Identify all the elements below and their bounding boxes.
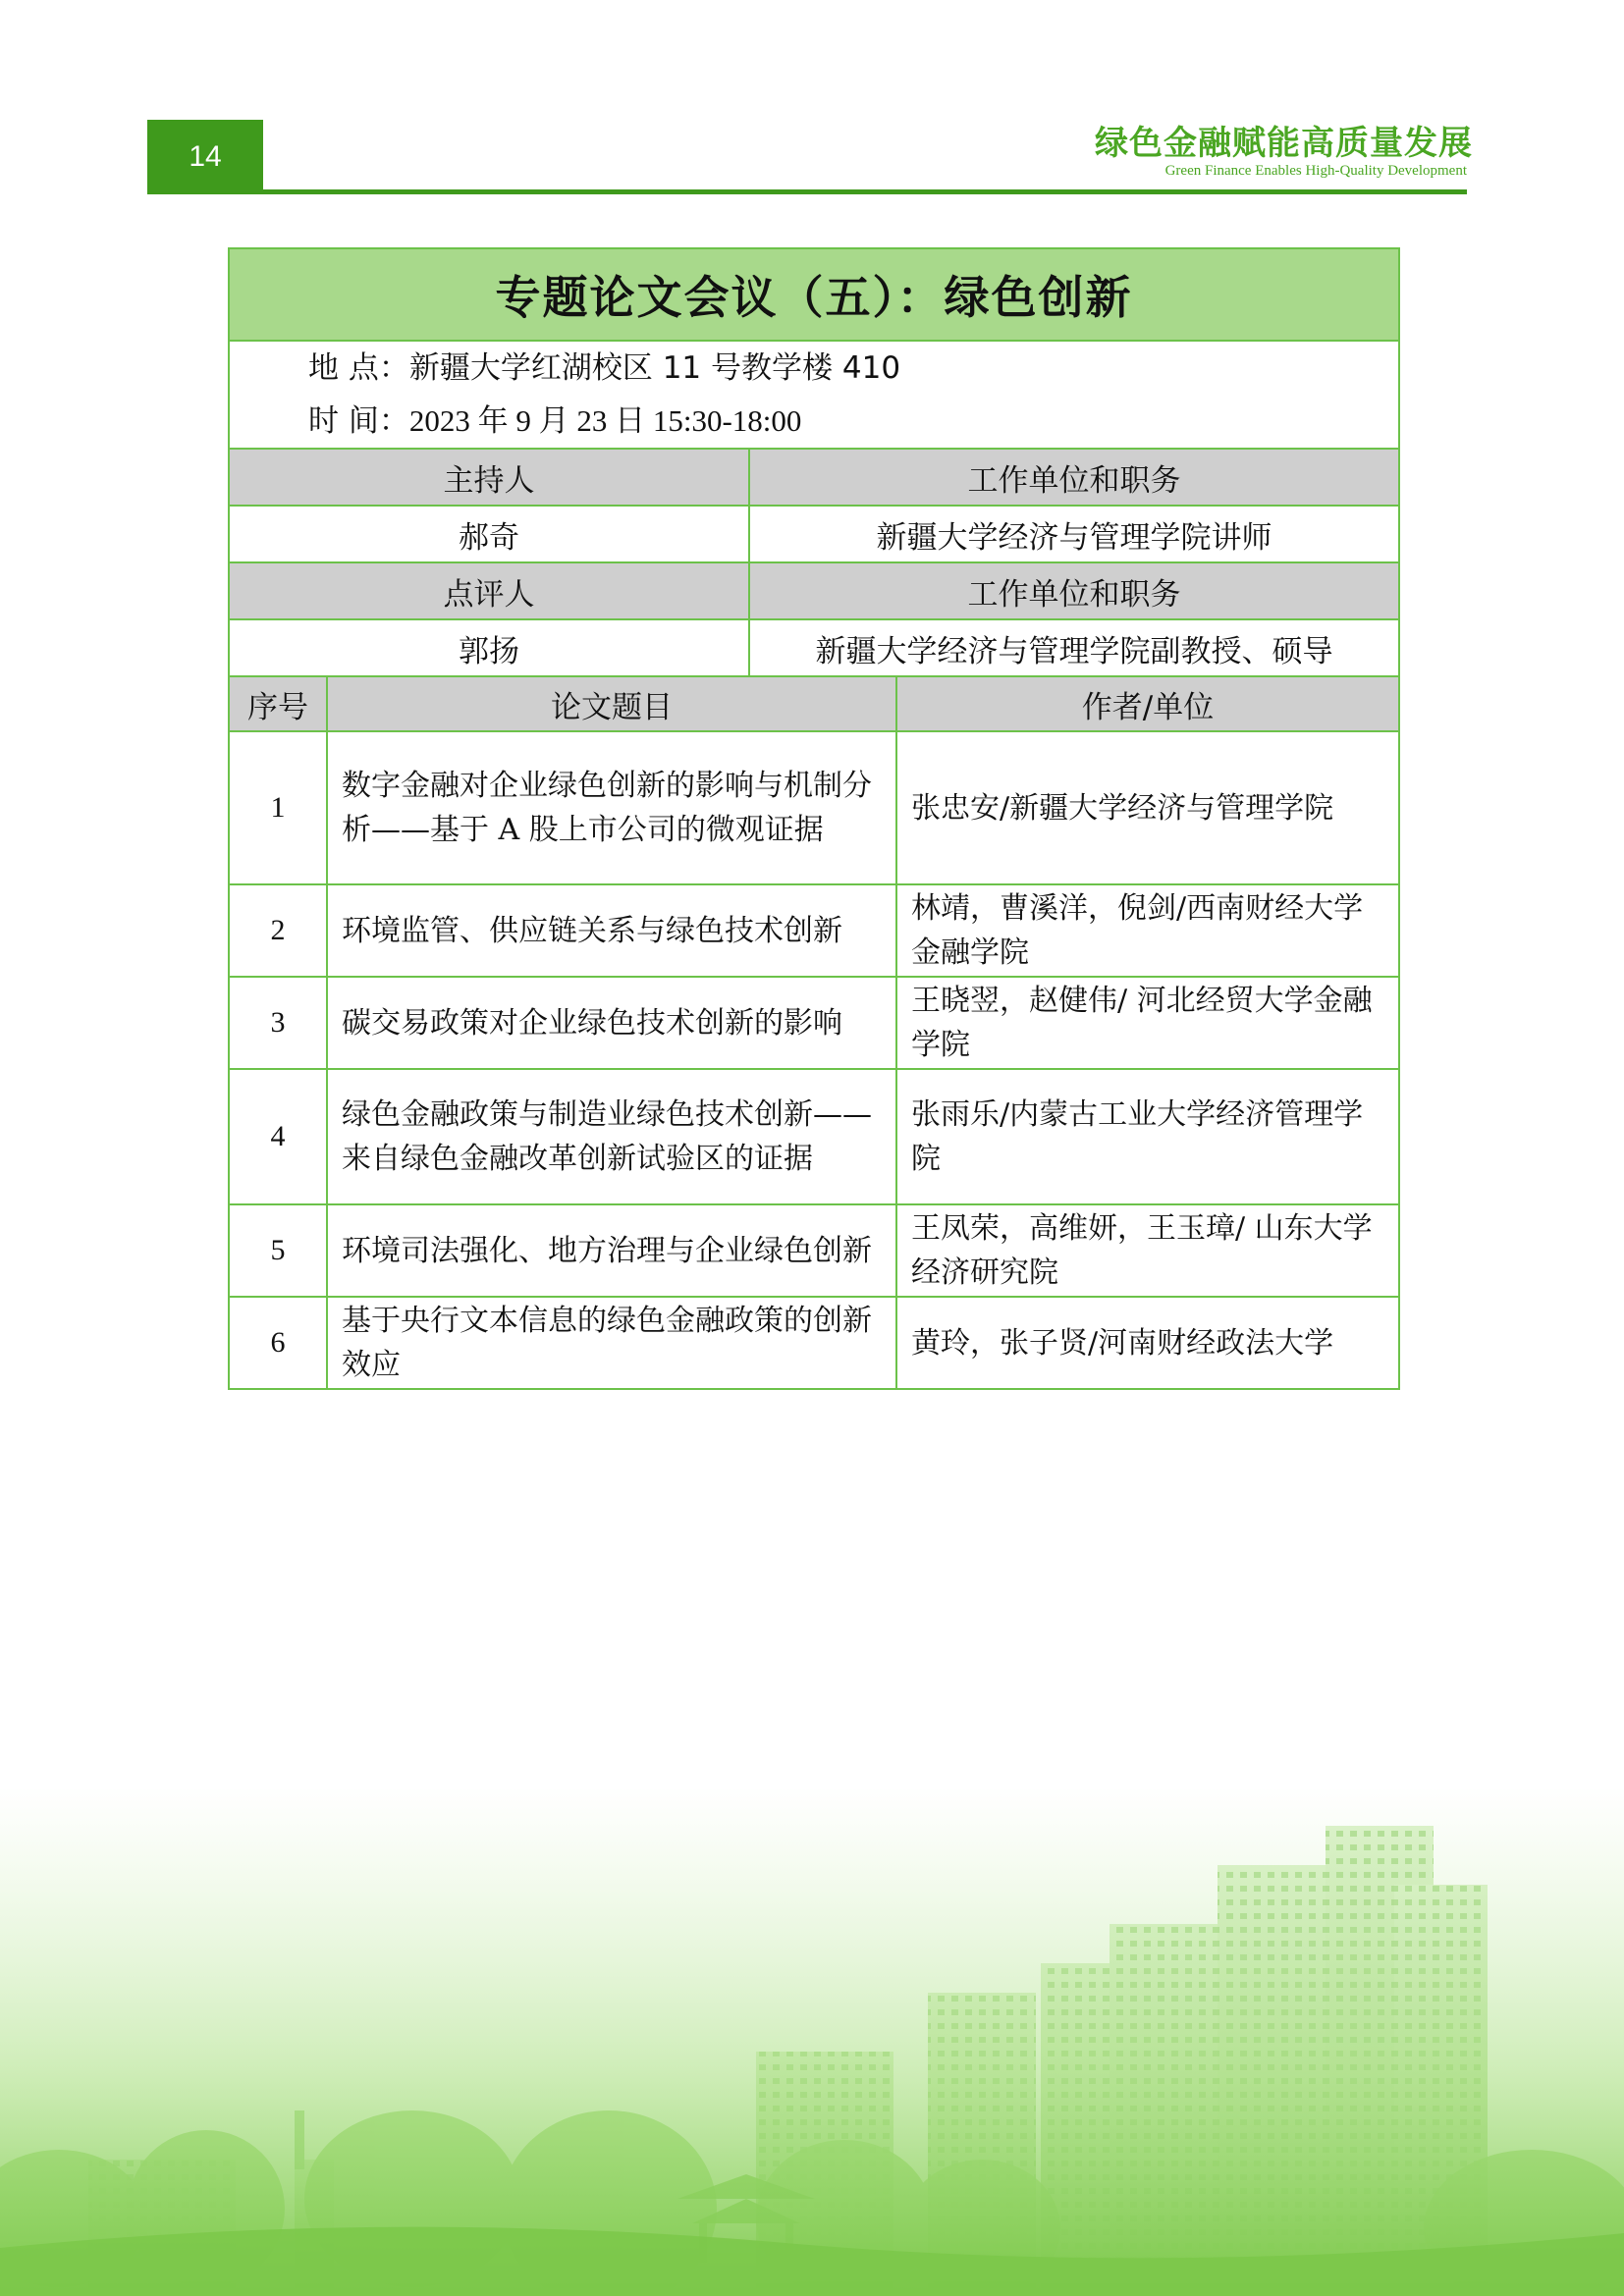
reviewer-unit-header: 工作单位和职务 [749, 562, 1399, 619]
paper-title: 环境司法强化、地方治理与企业绿色创新 [327, 1204, 896, 1297]
header-rule [263, 189, 1467, 194]
col-header-title: 论文题目 [327, 676, 896, 731]
col-header-author: 作者/单位 [896, 676, 1399, 731]
paper-number: 4 [229, 1069, 327, 1204]
host-role-header: 主持人 [229, 449, 749, 506]
papers-header-row [229, 676, 1399, 731]
paper-number: 5 [229, 1204, 327, 1297]
host-name: 郝奇 [229, 506, 749, 562]
location-value: 新疆大学红湖校区 11 号教学楼 410 [408, 350, 901, 386]
paper-author: 林靖，曹溪洋，倪剑/西南财经大学金融学院 [896, 884, 1399, 977]
paper-title: 数字金融对企业绿色创新的影响与机制分析——基于 A 股上市公司的微观证据 [327, 731, 896, 884]
header-subtitle: Green Finance Enables High-Quality Development [1164, 163, 1467, 179]
table-row [229, 977, 1399, 1069]
table-row [229, 1069, 1399, 1204]
session-table [228, 247, 1400, 1390]
time-value: 2023 年 9 月 23 日 15:30-18:00 [408, 403, 802, 438]
reviewer-unit: 新疆大学经济与管理学院副教授、硕导 [749, 619, 1399, 676]
paper-number: 3 [229, 977, 327, 1069]
paper-title: 环境监管、供应链关系与绿色技术创新 [327, 884, 896, 977]
info-row [229, 341, 1399, 449]
paper-number: 6 [229, 1297, 327, 1389]
reviewer-header-row [229, 562, 1399, 619]
host-unit-header: 工作单位和职务 [749, 449, 1399, 506]
title-row [229, 248, 1399, 341]
time-line [308, 395, 1398, 448]
host-row [229, 506, 1399, 562]
header-title: 绿色金融赋能高质量发展 [1095, 124, 1473, 163]
location-line [308, 342, 1398, 395]
paper-number: 2 [229, 884, 327, 977]
paper-title: 绿色金融政策与制造业绿色技术创新——来自绿色金融改革创新试验区的证据 [327, 1069, 896, 1204]
paper-title: 基于央行文本信息的绿色金融政策的创新效应 [327, 1297, 896, 1389]
col-header-no: 序号 [229, 676, 327, 731]
ground-fade [0, 1787, 1624, 2296]
table-row [229, 884, 1399, 977]
paper-author: 王晓翌，赵健伟/ 河北经贸大学金融学院 [896, 977, 1399, 1069]
table-row [229, 1204, 1399, 1297]
paper-title: 碳交易政策对企业绿色技术创新的影响 [327, 977, 896, 1069]
host-unit: 新疆大学经济与管理学院讲师 [749, 506, 1399, 562]
reviewer-name: 郭扬 [229, 619, 749, 676]
paper-author: 王凤荣，高维妍，王玉璋/ 山东大学经济研究院 [896, 1204, 1399, 1297]
paper-number: 1 [229, 731, 327, 884]
table-row [229, 1297, 1399, 1389]
time-label: 时 间： [308, 403, 409, 439]
host-header-row [229, 449, 1399, 506]
paper-author: 张雨乐/内蒙古工业大学经济管理学院 [896, 1069, 1399, 1204]
location-label: 地 点： [308, 350, 409, 386]
paper-author: 张忠安/新疆大学经济与管理学院 [896, 731, 1399, 884]
reviewer-role-header: 点评人 [229, 562, 749, 619]
paper-author: 黄玲，张子贤/河南财经政法大学 [896, 1297, 1399, 1389]
session-title: 专题论文会议（五）：绿色创新 [229, 248, 1399, 341]
table-row [229, 731, 1399, 884]
skyline-illustration [0, 1787, 1624, 2296]
session-info [229, 341, 1399, 449]
page-number: 14 [147, 120, 263, 194]
reviewer-row [229, 619, 1399, 676]
